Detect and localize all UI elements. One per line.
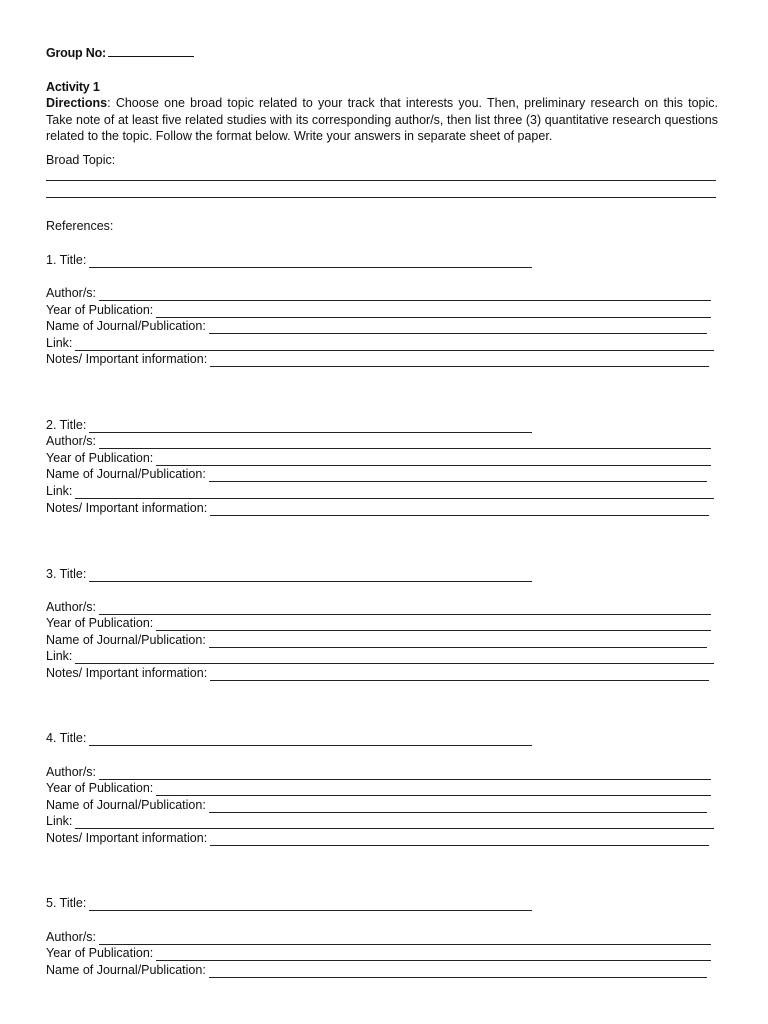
directions-paragraph — [46, 95, 718, 145]
notes-blank[interactable] — [210, 833, 709, 846]
author-blank[interactable] — [99, 602, 711, 615]
reference-3-link-row — [46, 648, 714, 664]
reference-2-author-row — [46, 433, 711, 449]
journal-blank[interactable] — [209, 635, 707, 648]
reference-4-notes-row — [46, 830, 709, 846]
reference-1-notes-row — [46, 351, 709, 367]
reference-1-year-row — [46, 302, 711, 318]
author-label: Author/s: — [46, 434, 97, 448]
year-label: Year of Publication: — [46, 451, 154, 465]
broad-topic-line-1[interactable] — [46, 180, 716, 181]
link-label: Link: — [46, 649, 73, 663]
link-label: Link: — [46, 814, 73, 828]
reference-1-author-row — [46, 285, 711, 301]
title-label: 1. Title: — [46, 253, 87, 267]
title-blank[interactable] — [89, 898, 532, 911]
reference-2-link-row — [46, 483, 714, 499]
author-blank[interactable] — [99, 932, 711, 945]
directions-text: : Choose one broad topic related to your track that interests you. Then, preliminary research on this topic. Take note of at least five related studies with its corresponding author/s, then list three (3) quantitative research questions related to the topic. Follow the format below. Write your answers in separate sheet of paper. — [46, 96, 718, 144]
group-number-label: Group No: — [46, 46, 106, 60]
reference-1-link-row — [46, 335, 714, 351]
link-blank[interactable] — [75, 486, 714, 499]
author-blank[interactable] — [99, 436, 711, 449]
journal-label: Name of Journal/Publication: — [46, 633, 206, 647]
notes-blank[interactable] — [210, 503, 709, 516]
title-label: 3. Title: — [46, 567, 87, 581]
directions-label: Directions — [46, 96, 108, 110]
journal-blank[interactable] — [209, 321, 707, 334]
group-number-blank[interactable] — [108, 45, 194, 57]
link-blank[interactable] — [75, 338, 714, 351]
notes-blank[interactable] — [210, 354, 709, 367]
reference-4-year-row — [46, 780, 711, 796]
journal-blank[interactable] — [209, 469, 707, 482]
reference-3-notes-row — [46, 665, 709, 681]
journal-label: Name of Journal/Publication: — [46, 467, 206, 481]
broad-topic-label: Broad Topic: — [46, 153, 116, 167]
journal-label: Name of Journal/Publication: — [46, 963, 206, 977]
reference-5-title-row — [46, 895, 532, 911]
reference-5-author-row — [46, 929, 711, 945]
reference-2-title-row — [46, 417, 532, 433]
reference-4-link-row — [46, 813, 714, 829]
reference-4-title-row — [46, 730, 532, 746]
year-label: Year of Publication: — [46, 303, 154, 317]
year-blank[interactable] — [156, 783, 711, 796]
link-blank[interactable] — [75, 651, 714, 664]
title-label: 4. Title: — [46, 731, 87, 745]
title-label: 2. Title: — [46, 418, 87, 432]
title-blank[interactable] — [89, 255, 532, 268]
broad-topic-line-2[interactable] — [46, 197, 716, 198]
year-blank[interactable] — [156, 453, 711, 466]
reference-2-year-row — [46, 450, 711, 466]
title-blank[interactable] — [89, 420, 532, 433]
activity-title: Activity 1 — [46, 80, 100, 94]
year-blank[interactable] — [156, 305, 711, 318]
author-blank[interactable] — [99, 767, 711, 780]
notes-label: Notes/ Important information: — [46, 352, 208, 366]
year-blank[interactable] — [156, 948, 711, 961]
year-blank[interactable] — [156, 618, 711, 631]
reference-2-notes-row — [46, 500, 709, 516]
notes-blank[interactable] — [210, 668, 709, 681]
author-label: Author/s: — [46, 930, 97, 944]
group-number-row — [46, 45, 194, 61]
journal-blank[interactable] — [209, 800, 707, 813]
references-label: References: — [46, 219, 114, 233]
notes-label: Notes/ Important information: — [46, 501, 208, 515]
reference-3-title-row — [46, 566, 532, 582]
link-label: Link: — [46, 336, 73, 350]
notes-label: Notes/ Important information: — [46, 831, 208, 845]
reference-5-year-row — [46, 945, 711, 961]
journal-label: Name of Journal/Publication: — [46, 319, 206, 333]
reference-1-title-row — [46, 252, 532, 268]
journal-blank[interactable] — [209, 965, 707, 978]
title-label: 5. Title: — [46, 896, 87, 910]
year-label: Year of Publication: — [46, 616, 154, 630]
link-blank[interactable] — [75, 816, 714, 829]
reference-4-journal-row — [46, 797, 707, 813]
link-label: Link: — [46, 484, 73, 498]
notes-label: Notes/ Important information: — [46, 666, 208, 680]
title-blank[interactable] — [89, 569, 532, 582]
author-label: Author/s: — [46, 600, 97, 614]
author-label: Author/s: — [46, 286, 97, 300]
reference-4-author-row — [46, 764, 711, 780]
reference-5-journal-row — [46, 962, 707, 978]
reference-3-journal-row — [46, 632, 707, 648]
reference-1-journal-row — [46, 318, 707, 334]
reference-3-year-row — [46, 615, 711, 631]
year-label: Year of Publication: — [46, 946, 154, 960]
title-blank[interactable] — [89, 733, 532, 746]
journal-label: Name of Journal/Publication: — [46, 798, 206, 812]
reference-2-journal-row — [46, 466, 707, 482]
author-blank[interactable] — [99, 288, 711, 301]
reference-3-author-row — [46, 599, 711, 615]
author-label: Author/s: — [46, 765, 97, 779]
year-label: Year of Publication: — [46, 781, 154, 795]
